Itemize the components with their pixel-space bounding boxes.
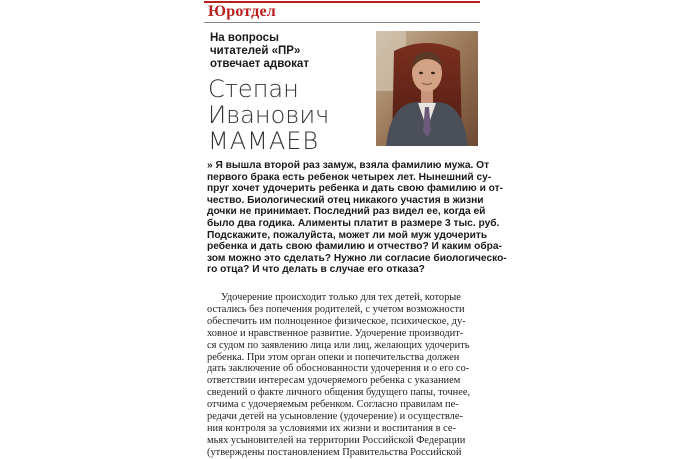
answer-line: отчима с удочеряемым ребенком. Согласно правилам пе-: [207, 399, 459, 411]
lawyer-middle-name: Иванович: [208, 101, 330, 129]
answer-line: остались без попечения родителей, с учетом возможности: [207, 303, 465, 315]
question-line: » Я вышла второй раз замуж, взяла фамилию мужа. От: [207, 160, 490, 171]
intro-line: отвечает адвокат: [210, 58, 309, 70]
lawyer-last-name: МАМАЕВ: [208, 127, 320, 155]
question-line: чество. Биологический отец никакого участия в жизни: [207, 194, 484, 206]
answer-line: (утверждены постановлением Правительства Российской: [207, 446, 462, 458]
reader-question: [207, 160, 507, 276]
lawyer-first-name: Степан: [208, 75, 299, 103]
question-line: ребенка и дать свою фамилию и отчество? И каким обра-: [207, 241, 502, 253]
answer-line: мьях усыновителей на территории Российской Федерации: [207, 434, 466, 446]
portrait-illustration: [376, 31, 478, 146]
lawyer-answer: [207, 292, 479, 459]
answer-line: ответствии интересам удочеряемого ребенка с указанием: [207, 375, 461, 387]
answer-line: обеспечить им полноценное физическое, психическое, ду-: [207, 315, 466, 327]
answer-line: сведений о факте личного общения будущего папы, точнее,: [207, 387, 471, 399]
question-line: го отца? И что делать в случае его отказа?: [207, 264, 425, 276]
intro-caption: [210, 32, 370, 71]
intro-line: На вопросы: [210, 32, 279, 44]
lawyer-photo: [376, 31, 478, 146]
answer-line: редачи детей на усыновление (удочерение) и осуществле-: [207, 411, 463, 423]
lawyer-name: [208, 76, 368, 154]
rubric-bottom-rule: [204, 22, 480, 23]
question-line: первого брака есть ребенок четырех лет. Нынешний су-: [207, 171, 492, 183]
question-line: пруг хочет удочерить ребенка и дать свою фамилию и от-: [207, 183, 504, 195]
answer-line: ния контроля за условиями их жизни и воспитания в се-: [207, 422, 456, 434]
answer-line: ребенка. При этом орган опеки и попечительства должен: [207, 351, 460, 363]
answer-line: ховное и нравственное развитие. Удочерение производит-: [207, 327, 464, 339]
answer-line: ся судом по заявлению лица или лиц, желающих удочерить: [207, 339, 470, 351]
question-line: дочки не принимает. Последний раз видел ее, когда ей: [207, 206, 486, 218]
question-line: Подскажите, пожалуйста, может ли мой муж удочерить: [207, 229, 488, 241]
answer-line: Удочерение происходит только для тех детей, которые: [221, 292, 461, 303]
rubric-title: Юротдел: [208, 3, 276, 20]
question-line: зом можно это сделать? Нужно ли согласие биологическо-: [207, 252, 507, 264]
question-line: было два годика. Алименты платит в размере 3 тыс. руб.: [207, 217, 500, 229]
answer-line: дать заключение об обоснованности удочерения и о его со-: [207, 363, 470, 375]
intro-line: читателей «ПР»: [210, 45, 301, 57]
